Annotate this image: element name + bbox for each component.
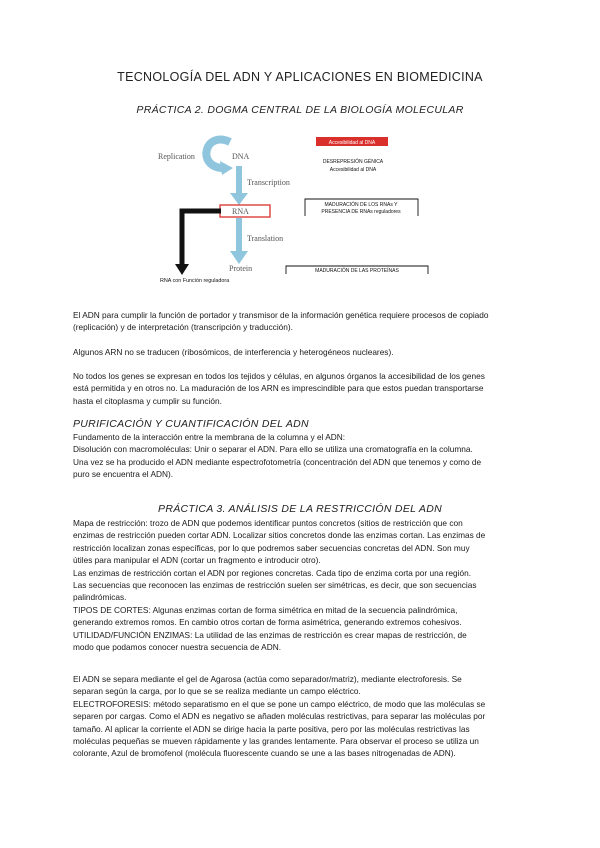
transcription-arrow-head	[230, 193, 248, 205]
text-line: ELECTROFORESIS: método separatismo en el que se pone un campo eléctrico, de modo que las moléculas se	[73, 698, 486, 709]
text-line: UTILIDAD/FUNCIÓN ENZIMAS: La utilidad de las enzimas de restricción es crear mapas de restricción, de	[73, 629, 467, 640]
purificacion-body	[73, 431, 533, 481]
text-line: modo que podamos conocer nuestra secuencia de ADN.	[73, 642, 282, 653]
text-line: generando extremos romos. En cambio otros cortan de forma asimétrica, generando extremos cohesivos.	[73, 617, 462, 628]
accesibilidad-box-label: Accesibilidad al DNA	[328, 140, 376, 146]
desrepresion-line1: DESREPRESIÓN GÉNICA	[322, 159, 384, 165]
central-dogma-diagram	[0, 125, 600, 290]
regulatory-rna-arrow	[182, 211, 221, 266]
intro-paragraph-2	[73, 346, 533, 358]
intro-paragraph-1	[73, 309, 533, 334]
practica2-title: PRÁCTICA 2. DOGMA CENTRAL DE LA BIOLOGÍA MOLECULAR	[136, 104, 464, 116]
replication-arrow-head	[220, 161, 233, 175]
maduracion-arn-line1: MADURACIÓN DE LOS RNAs Y	[324, 202, 398, 208]
text-line: hasta el citoplasma y cumplir su función.	[73, 395, 222, 406]
intro-paragraph-3	[73, 370, 533, 407]
text-line: TIPOS DE CORTES: Algunas enzimas cortan de forma simétrica en mitad de la secuencia palindrómica,	[73, 604, 458, 615]
protein-label: Protein	[229, 264, 253, 273]
desrepresion-line2: Accesibilidad al DNA	[329, 167, 377, 173]
document-title: TECNOLOGÍA DEL ADN Y APLICACIONES EN BIOMEDICINA	[117, 70, 483, 84]
text-line: colorante, Azul de bromofenol (molécula fluorescente cuando se une a las bases nitrogenadas de ADN).	[73, 748, 456, 759]
text-line: Una vez se ha producido el ADN mediante espectrofotometría (concentración del ADN que tenemos y como de	[73, 456, 482, 467]
transcription-arrow-shaft	[236, 166, 242, 194]
maduracion-proteinas-label: MADURACIÓN DE LAS PROTEÍNAS	[315, 268, 399, 274]
rna-label: RNA	[232, 207, 249, 216]
replication-label: Replication	[158, 152, 195, 161]
text-line: separen por cargas. Como el ADN es negativo se añaden moléculas restrictivas, para separar las moléculas por	[73, 711, 486, 722]
text-line: Fundamento de la interacción entre la membrana de la columna y el ADN:	[73, 432, 346, 442]
text-line: puro se encuentra el ADN).	[73, 469, 174, 480]
replication-arrow	[206, 140, 230, 168]
text-line: moléculas pequeñas se mueven rápidamente y las grandes lentamente. Para observar el proceso se utiliza un	[73, 736, 479, 747]
text-line: Algunos ARN no se traducen (ribosómicos, de interferencia y heterogéneos nucleares).	[73, 347, 394, 357]
text-line: Las secuencias que reconocen las enzimas de restricción suelen ser simétricas, es decir, que son secuencias	[73, 580, 477, 591]
maduracion-arn-line2: PRESENCIA DE RNAs reguladores	[321, 209, 401, 215]
text-line: tamaño. Al aplicar la corriente el ADN se dirige hacia la parte positiva, pero por las moléculas restrictivas las	[73, 723, 470, 734]
practica3-body	[73, 517, 533, 653]
translation-label: Translation	[247, 234, 284, 243]
transcription-label: Transcription	[247, 178, 290, 187]
text-line: palindrómicas.	[73, 592, 127, 603]
dna-label: DNA	[232, 152, 250, 161]
translation-arrow-head	[230, 251, 248, 264]
text-line: El ADN se separa mediante el gel de Agarosa (actúa como separador/matriz), mediante electroforesis. Se	[73, 674, 462, 684]
text-line: El ADN para cumplir la función de portador y transmisor de la información genética requiere procesos de copiado	[73, 310, 489, 320]
text-line: útiles para manipular el ADN (cortar un fragmento e introducir otro).	[73, 555, 321, 566]
text-line: Disolución con macromoléculas: Unir o separar el ADN. Para ello se utiliza una cromatografía en la columna.	[73, 444, 473, 455]
regulatory-rna-arrow-head	[175, 264, 189, 275]
text-line: No todos los genes se expresan en todos los tejidos y células, en algunos órganos la accesibilidad de los genes	[73, 371, 485, 381]
text-line: (replicación) y de interpretación (transcripción y traducción).	[73, 322, 293, 333]
text-line: Mapa de restricción: trozo de ADN que podemos identificar puntos concretos (sitios de restricción que con	[73, 518, 463, 528]
rna-regulatory-label: RNA con Función reguladora	[160, 278, 230, 284]
practica3-heading: PRÁCTICA 3. ANÁLISIS DE LA RESTRICCIÓN DEL ADN	[158, 503, 442, 515]
text-line: está permitida y en otros no. La maduración de los ARN es imprescindible para que estos puedan transportarse	[73, 383, 484, 394]
translation-arrow-shaft	[236, 218, 242, 252]
text-line: separan según la carga, por lo que se se realiza mediante un campo eléctrico.	[73, 686, 361, 697]
electroforesis-body	[73, 673, 533, 760]
text-line: restricción localizan zonas específicas, por lo que podremos saber secuencias concretas del ADN. Son muy	[73, 542, 470, 553]
purificacion-heading: PURIFICACIÓN Y CUANTIFICACIÓN DEL ADN	[73, 418, 309, 430]
text-line: Las enzimas de restricción cortan el ADN por regiones concretas. Cada tipo de enzima corta por una región.	[73, 567, 471, 578]
text-line: enzimas de restricción pueden cortar ADN. Localizar sitios concretos donde las enzimas cortan. Las enzimas de	[73, 530, 486, 541]
